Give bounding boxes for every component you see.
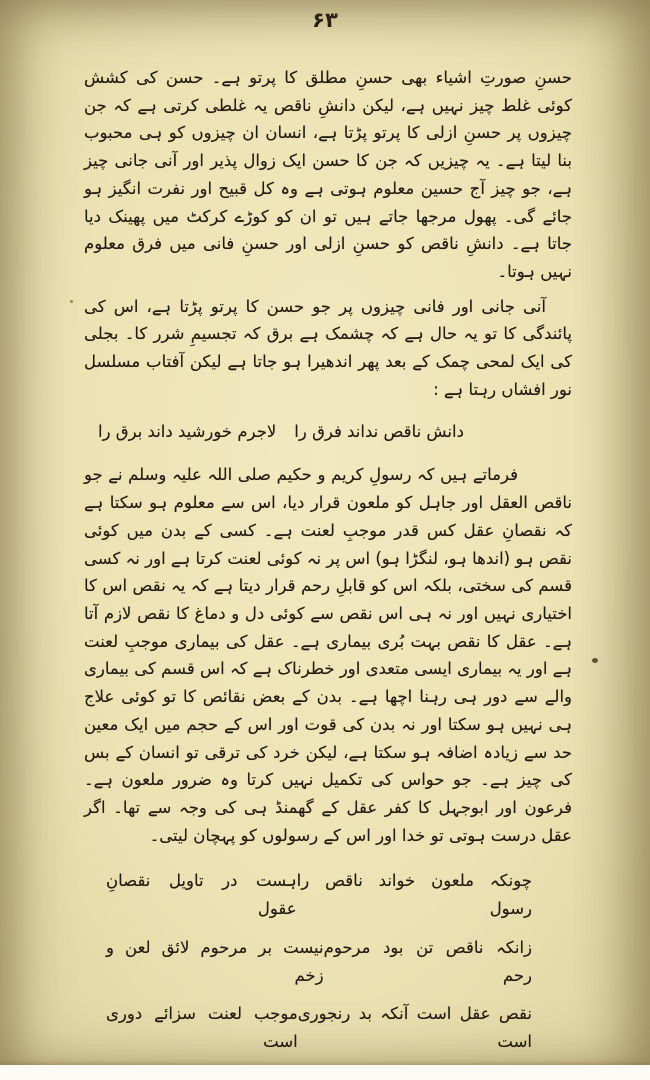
verse-2-hemistich-left: نیست بر مرحوم لائق لعن و زخم	[106, 937, 324, 985]
verse-row-3	[106, 1000, 532, 1055]
couplet-hemistich-right: دانش ناقص نداند فرق را	[294, 421, 464, 441]
verse-block	[84, 867, 572, 1055]
couplet-hemistich-left: لاجرم خورشید داند برق را	[98, 421, 277, 441]
page-number: ۶۳	[312, 8, 338, 32]
ink-speck	[70, 300, 73, 303]
ink-speck	[592, 658, 598, 663]
verse-1-hemistich-left: ہست در تاویل نقصانِ عقول	[106, 871, 297, 919]
verse-1-hemistich-right: چونکہ ملعون خواند ناقص را رسول	[296, 871, 532, 919]
persian-couplet	[98, 418, 464, 446]
verse-row-1	[106, 867, 532, 922]
scan-page-edge	[0, 1065, 650, 1080]
text-body	[84, 64, 572, 1056]
paragraph-deficient-intellect: فرماتے ہیں کہ رسولِ کریم و حکیم صلی اللہ علیہ وسلم نے جو ناقص العقل اور جاہل کو ملعون قرار دیا، اس سے معلوم ہو سکتا ہے کہ نقصانِ عقل کس قدر موجبِ لعنت ہے۔ کسی کے بدن میں کوئی نقص ہو (اندھا ہو، لنگڑا ہو) اس پر نہ کوئی لعنت کرتا ہے اور نہ کسی قسم کی سختی، بلکہ اس کو قابلِ رحم قرار دیتا ہے کہ یہ نقص اس کا اختیاری نہیں اور نہ ہی اس نقص سے کوئی دل و دماغ کا نقص لازم آتا ہے۔ عقل کا نقص بہت بُری بیماری ہے۔ عقل کی بیماری موجبِ لعنت ہے اور یہ بیماری ایسی متعدی اور خطرناک ہے کہ اس قسم کی بیماری والے سے دور ہی رہنا اچھا ہے۔ بدن کے بعض نقائص کا تو کوئی علاج ہی نہیں ہو سکتا اور نہ بدن کی قوت اور اس کے حجم میں ایک معین حد سے زیادہ اضافہ ہو سکتا ہے، لیکن خرد کی ترقی تو انسان کے بس کی چیز ہے۔ جو حواس کی تکمیل نہیں کرتا وہ ضرور ملعون ہے۔ فرعون اور ابوجہل کا کفر عقل کے گھمنڈ ہی کی وجہ سے تھا۔ اگر عقل درست ہوتی تو خدا اور اس کے رسولوں کو پہچان لیتی۔	[84, 465, 572, 845]
paragraph-beauty-of-forms: حسنِ صورتِ اشیاء بھی حسنِ مطلق کا پرتو ہے۔ حسن کی کشش کوئی غلط چیز نہیں ہے، لیکن دانشِ ناقص یہ غلطی کرتی ہے کہ جن چیزوں پر حسنِ ازلی کا پرتو پڑتا ہے، انسان ان چیزوں کو ہی محبوب بنا لیتا ہے۔ یہ چیزیں کہ جن کا حسن ایک زوال پذیر اور آنی جانی چیز ہے، جو چیز آج حسین معلوم ہوتی ہے وہ کل قبیح اور نفرت انگیز ہو جائے گی۔ پھول مرجھا جاتے ہیں تو ان کو کوڑے کرکٹ میں پھینک دیا جاتا ہے۔ دانشِ ناقص کو حسنِ ازلی اور حسنِ فانی میں فرق معلوم نہیں ہوتا۔	[84, 68, 572, 282]
verse-2-hemistich-right: زانکہ ناقص تن بود مرحوم رحم	[323, 937, 532, 985]
verse-3-hemistich-left: موجب لعنت سزائے دوری است	[106, 1004, 298, 1051]
verse-3-hemistich-right: نقص عقل است آنکہ بد رنجوری است	[297, 1004, 532, 1051]
paragraph-fleeting-beauty: آنی جانی اور فانی چیزوں پر جو حسن کا پرتو پڑتا ہے، اس کی پائندگی کا تو یہ حال ہے کہ چشمک ہے برق کہ تجسیمِ شرر کا۔ بجلی کی ایک لمحی چمک کے بعد پھر اندھیرا ہو جاتا ہے لیکن آفتاب مسلسل نور افشاں رہتا ہے :	[84, 296, 572, 399]
verse-row-2	[106, 934, 532, 989]
